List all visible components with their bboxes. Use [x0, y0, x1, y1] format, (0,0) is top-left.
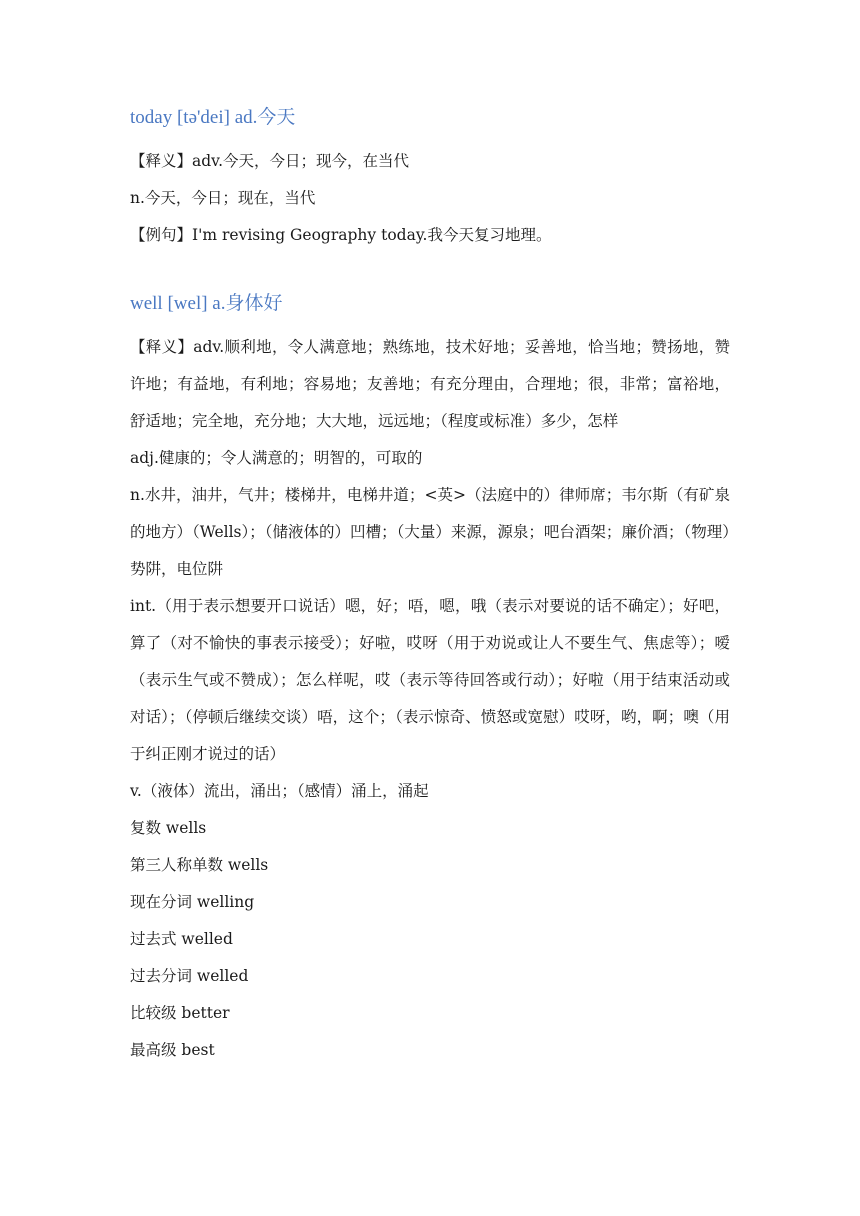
- inflection-line: 第三人称单数 wells: [130, 856, 269, 874]
- definition-line: int.（用于表示想要开口说话）嗯，好；唔，嗯，哦（表示对要说的话不确定）；好吧，算了（对不愉快的事表示接受）；好啦，哎呀（用于劝说或让人不要生气、焦虑等）；嗳（表示生气或不赞成）；怎么样呢，哎（表示等待回答或行动）；好啦（用于结束活动或对话）；（停顿后继续交谈）唔，这个；（表示惊奇、愤怒或宽慰）哎呀，哟，啊；噢（用于纠正刚才说过的话）: [130, 597, 730, 763]
- inflection-line: 过去式 welled: [130, 930, 233, 948]
- headword-today: today [tə'dei] ad.今天: [130, 107, 296, 128]
- definition-line: 【释义】adv.顺利地，令人满意地；熟练地，技术好地；妥善地，恰当地；赞扬地，赞许地；有益地，有利地；容易地；友善地；有充分理由，合理地；很，非常；富裕地，舒适地；完全地，充分地；大大地，远远地；（程度或标准）多少，怎样: [130, 338, 730, 430]
- entry-well: [130, 290, 730, 1069]
- definition-line: n.今天，今日；现在，当代: [130, 189, 316, 207]
- definition-line: adj.健康的；令人满意的；明智的，可取的: [130, 449, 423, 467]
- definition-line: v.（液体）流出，涌出；（感情）涌上，涌起: [130, 782, 429, 800]
- definition-line: n.水井，油井，气井；楼梯井，电梯井道；<英>（法庭中的）律师席；韦尔斯（有矿泉的地方）（Wells）；（储液体的）凹槽；（大量）来源，源泉；吧台酒架；廉价酒；（物理）势阱，电位阱: [130, 486, 730, 578]
- document-page: [130, 104, 730, 1069]
- entry-today: [130, 104, 730, 254]
- inflection-line: 比较级 better: [130, 1004, 230, 1022]
- inflection-line: 最高级 best: [130, 1041, 215, 1059]
- inflection-line: 现在分词 welling: [130, 893, 255, 911]
- headword-well: well [wel] a.身体好: [130, 293, 283, 314]
- inflection-line: 过去分词 welled: [130, 967, 249, 985]
- inflection-line: 复数 wells: [130, 819, 207, 837]
- definition-line: 【释义】adv.今天，今日；现今，在当代: [130, 152, 410, 170]
- example-sentence: 【例句】I'm revising Geography today.我今天复习地理。: [130, 226, 552, 244]
